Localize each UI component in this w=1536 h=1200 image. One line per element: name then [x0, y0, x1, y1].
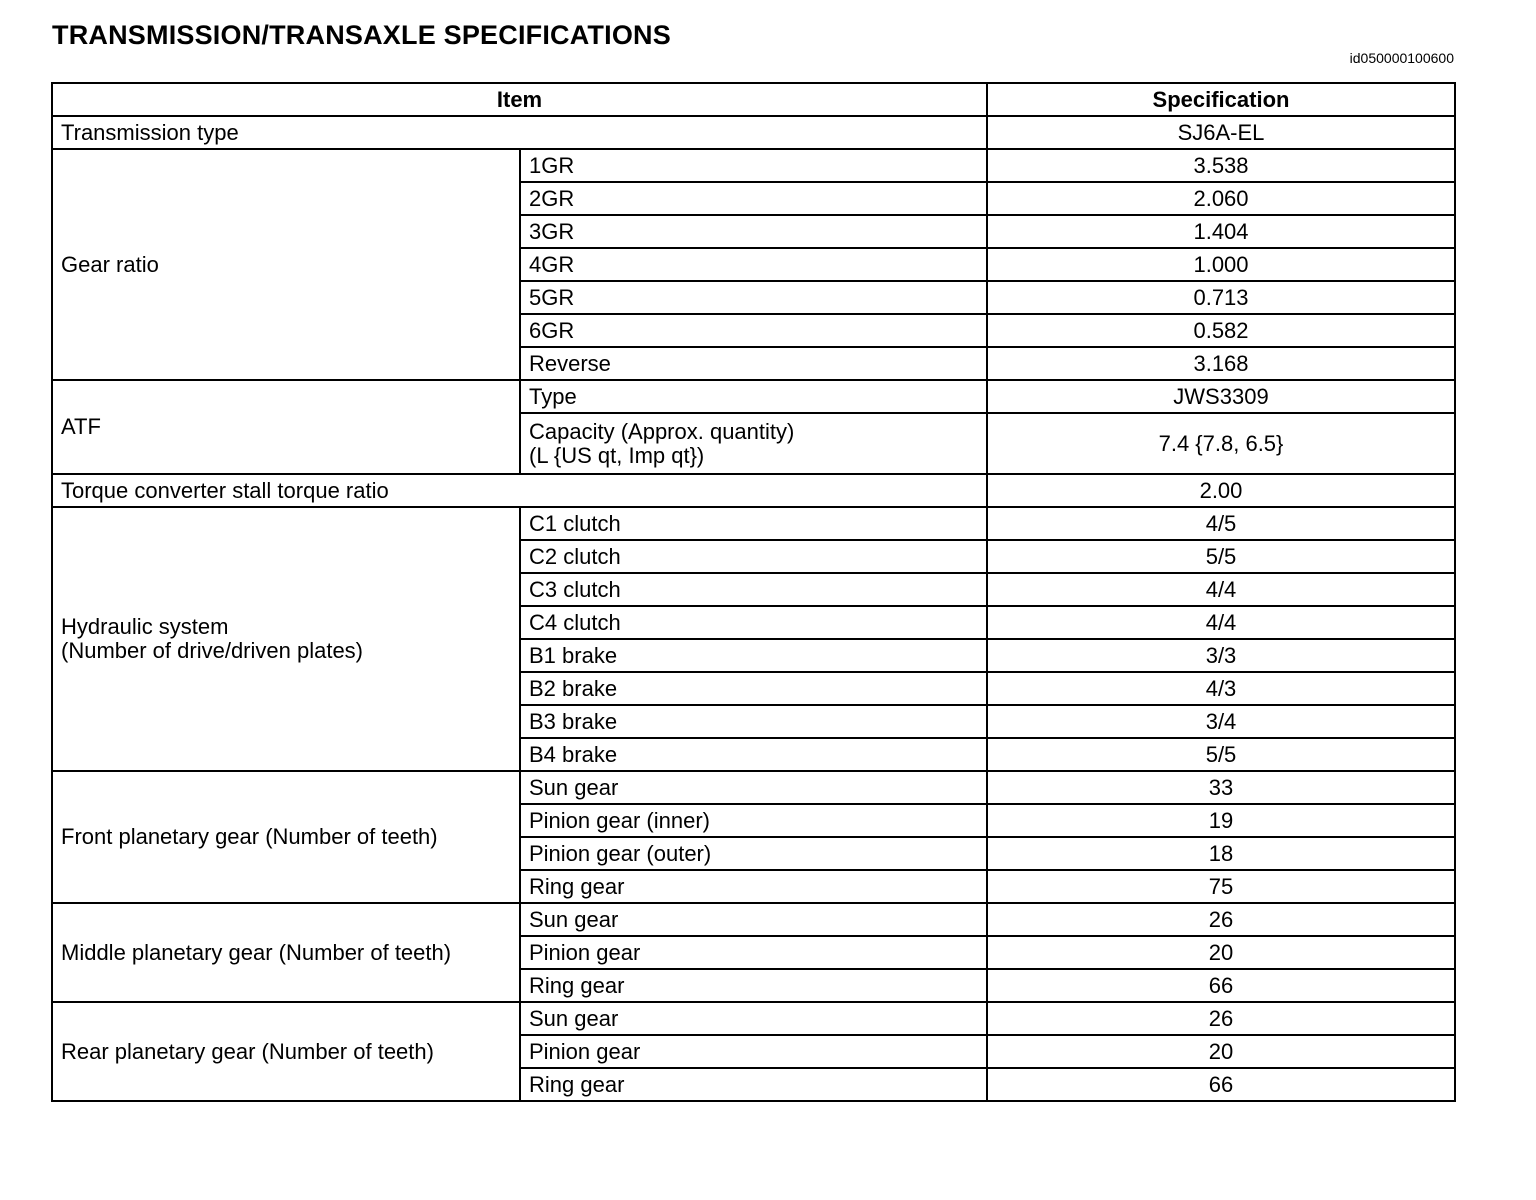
- spec-value: 20: [987, 936, 1455, 969]
- sub-item-label: [520, 771, 987, 804]
- sub-item-text: Ring gear: [529, 873, 625, 899]
- spec-value: JWS3309: [987, 380, 1455, 413]
- sub-item-label: [520, 507, 987, 540]
- spec-value: 0.582: [987, 314, 1455, 347]
- sub-item-label: [520, 672, 987, 705]
- sub-item-label: [520, 347, 987, 380]
- sub-item-text: 2GR: [529, 185, 575, 211]
- spec-value: 0.713: [987, 281, 1455, 314]
- spec-value: 33: [987, 771, 1455, 804]
- spec-value: 1.404: [987, 215, 1455, 248]
- spec-value: 3.168: [987, 347, 1455, 380]
- group-label-text: Middle planetary gear (Number of teeth): [61, 939, 452, 965]
- sub-item-label: [520, 149, 987, 182]
- sub-item-label: [520, 870, 987, 903]
- sub-item-text: C1 clutch: [529, 510, 621, 536]
- spec-value: 66: [987, 969, 1455, 1002]
- group-label: [52, 149, 520, 380]
- sub-item-text: Pinion gear: [529, 1038, 641, 1064]
- sub-item-label: [520, 413, 987, 474]
- sub-item-text: 6GR: [529, 317, 575, 343]
- spec-value: 4/3: [987, 672, 1455, 705]
- sub-item-text: B4 brake: [529, 741, 618, 767]
- spec-value: 4/4: [987, 606, 1455, 639]
- sub-item-text: 4GR: [529, 251, 575, 277]
- table-row: [52, 116, 1455, 149]
- sub-item-text: B1 brake: [529, 642, 618, 668]
- spec-value: 26: [987, 1002, 1455, 1035]
- group-label: [52, 380, 520, 474]
- group-label: [52, 507, 520, 771]
- sub-item-text: B3 brake: [529, 708, 618, 734]
- sub-item-text: 3GR: [529, 218, 575, 244]
- group-label: [52, 903, 520, 1002]
- spec-value: 2.060: [987, 182, 1455, 215]
- spec-value: 7.4 {7.8, 6.5}: [987, 413, 1455, 474]
- sub-item-label: [520, 573, 987, 606]
- sub-item-text: B2 brake: [529, 675, 618, 701]
- page-title: TRANSMISSION/TRANSAXLE SPECIFICATIONS: [52, 20, 671, 50]
- sub-item-label: [520, 215, 987, 248]
- header-item: Item: [52, 83, 987, 116]
- sub-item-label: [520, 281, 987, 314]
- sub-item-text: Pinion gear (outer): [529, 840, 712, 866]
- sub-item-label: [520, 1002, 987, 1035]
- sub-item-text: 5GR: [529, 284, 575, 310]
- sub-item-text: Pinion gear (inner): [529, 807, 710, 833]
- sub-item-text: C3 clutch: [529, 576, 621, 602]
- item-label: Torque converter stall torque ratio: [52, 474, 987, 507]
- sub-item-label: [520, 606, 987, 639]
- group-label-text: Gear ratio: [61, 251, 159, 277]
- sub-item-text: Type: [529, 383, 577, 409]
- sub-item-text: Sun gear: [529, 774, 619, 800]
- group-label-subtext: (Number of drive/driven plates): [61, 638, 364, 663]
- sub-item-label: [520, 380, 987, 413]
- sub-item-text: C2 clutch: [529, 543, 621, 569]
- spec-value: 2.00: [987, 474, 1455, 507]
- sub-item-label: [520, 837, 987, 870]
- sub-item-label: [520, 639, 987, 672]
- group-label: [52, 1002, 520, 1101]
- spec-value: 4/4: [987, 573, 1455, 606]
- spec-value: 26: [987, 903, 1455, 936]
- spec-value: 66: [987, 1068, 1455, 1101]
- sub-item-text: Sun gear: [529, 906, 619, 932]
- sub-item-label: [520, 804, 987, 837]
- header-specification: Specification: [987, 83, 1455, 116]
- specifications-table: [51, 82, 1456, 1102]
- sub-item-text: Ring gear: [529, 972, 625, 998]
- group-label-text: Rear planetary gear (Number of teeth): [61, 1038, 434, 1064]
- document-id: id050000100600: [1349, 50, 1454, 66]
- table-row: [52, 507, 1455, 540]
- spec-value: 5/5: [987, 738, 1455, 771]
- sub-item-label: [520, 738, 987, 771]
- spec-value: 3/4: [987, 705, 1455, 738]
- spec-value: 3/3: [987, 639, 1455, 672]
- sub-item-text: Ring gear: [529, 1071, 625, 1097]
- table-header-row: [52, 83, 1455, 116]
- group-label: [52, 771, 520, 903]
- sub-item-text: Sun gear: [529, 1005, 619, 1031]
- spec-value: 75: [987, 870, 1455, 903]
- sub-item-text: C4 clutch: [529, 609, 621, 635]
- sub-item-subtext: (L {US qt, Imp qt}): [529, 442, 705, 468]
- group-label-text: Front planetary gear (Number of teeth): [61, 824, 438, 849]
- group-label-text: ATF: [61, 414, 101, 439]
- table-row: [52, 149, 1455, 182]
- sub-item-text: 1GR: [529, 152, 575, 178]
- sub-item-label: [520, 182, 987, 215]
- sub-item-label: [520, 1068, 987, 1101]
- sub-item-label: [520, 903, 987, 936]
- sub-item-label: [520, 248, 987, 281]
- spec-value: 20: [987, 1035, 1455, 1068]
- spec-value: 3.538: [987, 149, 1455, 182]
- table-row: [52, 903, 1455, 936]
- spec-value: SJ6A-EL: [987, 116, 1455, 149]
- sub-item-label: [520, 1035, 987, 1068]
- sub-item-label: [520, 936, 987, 969]
- spec-value: 5/5: [987, 540, 1455, 573]
- sub-item-label: [520, 969, 987, 1002]
- spec-value: 19: [987, 804, 1455, 837]
- sub-item-text: Capacity (Approx. quantity): [529, 418, 795, 444]
- sub-item-text: Reverse: [529, 350, 611, 376]
- spec-value: 4/5: [987, 507, 1455, 540]
- spec-value: 1.000: [987, 248, 1455, 281]
- sub-item-label: [520, 705, 987, 738]
- table-row: [52, 771, 1455, 804]
- table-row: [52, 474, 1455, 507]
- sub-item-label: [520, 540, 987, 573]
- table-row: [52, 380, 1455, 413]
- table-row: [52, 1002, 1455, 1035]
- spec-value: 18: [987, 837, 1455, 870]
- sub-item-text: Pinion gear: [529, 939, 641, 965]
- group-label-text: Hydraulic system: [61, 614, 229, 639]
- sub-item-label: [520, 314, 987, 347]
- item-label: Transmission type: [52, 116, 987, 149]
